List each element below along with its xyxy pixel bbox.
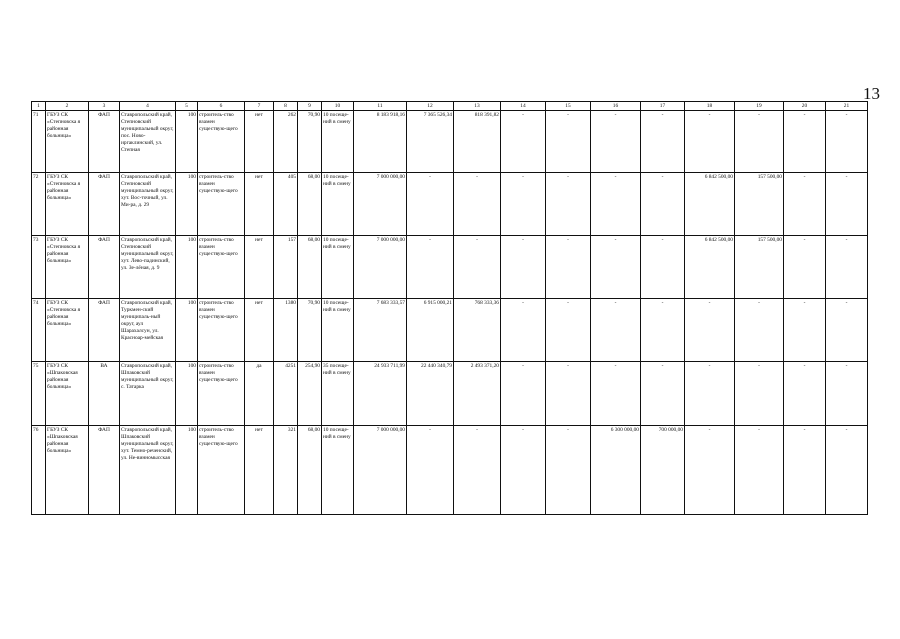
header-cell: 15 bbox=[546, 102, 591, 111]
flag-cell: нет bbox=[245, 426, 274, 515]
percent-cell: 100 bbox=[176, 426, 198, 515]
organization-cell: ГБУЗ СК «Шпаковская районная больница» bbox=[46, 426, 89, 515]
population-cell: 157 bbox=[274, 236, 298, 299]
cost-cell: - bbox=[826, 426, 868, 515]
regional-funds-cell: - bbox=[454, 426, 501, 515]
area-cell: 70,90 bbox=[298, 111, 322, 173]
percent-cell: 100 bbox=[176, 173, 198, 236]
cost-cell: - bbox=[641, 173, 685, 236]
population-cell: 1380 bbox=[274, 299, 298, 362]
work-type-cell: строитель-ство взамен существую-щего bbox=[198, 299, 245, 362]
cost-cell: - bbox=[591, 111, 641, 173]
cost-cell: - bbox=[501, 426, 546, 515]
table-row bbox=[32, 111, 868, 173]
address-cell: Ставропольский край, Степновский муниципальный округ, пос. Ново-иргаклинский, ул. Степная bbox=[120, 111, 176, 173]
area-cell: 68,00 bbox=[298, 236, 322, 299]
facility-type-cell: ФАП bbox=[89, 111, 120, 173]
facility-type-cell: ВА bbox=[89, 362, 120, 426]
header-cell: 17 bbox=[641, 102, 685, 111]
header-cell: 9 bbox=[298, 102, 322, 111]
row-number-cell: 71 bbox=[32, 111, 46, 173]
federal-funds-cell: 22 440 340,79 bbox=[407, 362, 454, 426]
row-number-cell: 76 bbox=[32, 426, 46, 515]
total-cost-cell: 7 000 000,00 bbox=[354, 173, 407, 236]
cost-cell: - bbox=[784, 299, 826, 362]
header-cell: 12 bbox=[407, 102, 454, 111]
header-cell: 13 bbox=[454, 102, 501, 111]
cost-cell: - bbox=[735, 111, 784, 173]
cost-cell: - bbox=[546, 236, 591, 299]
area-cell: 70,90 bbox=[298, 299, 322, 362]
cost-cell: - bbox=[735, 299, 784, 362]
population-cell: 321 bbox=[274, 426, 298, 515]
total-cost-cell: 7 000 000,00 bbox=[354, 426, 407, 515]
area-cell: 68,00 bbox=[298, 173, 322, 236]
federal-funds-cell: - bbox=[407, 173, 454, 236]
area-cell: 68,00 bbox=[298, 426, 322, 515]
table-row bbox=[32, 299, 868, 362]
header-cell: 19 bbox=[735, 102, 784, 111]
flag-cell: нет bbox=[245, 236, 274, 299]
cost-cell: - bbox=[641, 236, 685, 299]
header-cell: 21 bbox=[826, 102, 868, 111]
cost-cell: - bbox=[784, 236, 826, 299]
cost-cell: - bbox=[591, 299, 641, 362]
organization-cell: ГБУЗ СК «Степновска я районная больница» bbox=[46, 111, 89, 173]
work-type-cell: строитель-ство взамен существую-щего bbox=[198, 236, 245, 299]
page-number: 13 bbox=[863, 84, 880, 103]
table-row bbox=[32, 173, 868, 236]
cost-cell: - bbox=[501, 299, 546, 362]
header-cell: 10 bbox=[322, 102, 354, 111]
address-cell: Ставропольский край, Степновский муниципальный округ, хут. Вос-точный, ул. Ми-ра, д. 29 bbox=[120, 173, 176, 236]
capacity-cell: 10 посеще-ний в смену bbox=[322, 299, 354, 362]
cost-cell: - bbox=[591, 173, 641, 236]
work-type-cell: строитель-ство взамен существую-щего bbox=[198, 111, 245, 173]
cost-cell: - bbox=[501, 362, 546, 426]
organization-cell: ГБУЗ СК «Степновска я районная больница» bbox=[46, 173, 89, 236]
total-cost-cell: 7 000 000,00 bbox=[354, 236, 407, 299]
organization-cell: ГБУЗ СК «Степновска я районная больница» bbox=[46, 236, 89, 299]
cost-cell: - bbox=[591, 236, 641, 299]
regional-funds-cell: 818 391,82 bbox=[454, 111, 501, 173]
cost-cell: 6 300 000,00 bbox=[591, 426, 641, 515]
header-cell: 6 bbox=[198, 102, 245, 111]
flag-cell: нет bbox=[245, 173, 274, 236]
cost-cell: - bbox=[591, 362, 641, 426]
organization-cell: ГБУЗ СК «Шпаковская районная больница» bbox=[46, 362, 89, 426]
cost-cell: - bbox=[641, 362, 685, 426]
cost-cell: - bbox=[501, 173, 546, 236]
header-cell: 14 bbox=[501, 102, 546, 111]
address-cell: Ставропольский край, Туркмен-ский муниципаль-ный округ, аул Шарахалсун, ул. Красноар-мейская bbox=[120, 299, 176, 362]
cost-cell: 157 500,00 bbox=[735, 173, 784, 236]
cost-cell: - bbox=[501, 111, 546, 173]
cost-cell: - bbox=[546, 173, 591, 236]
row-number-cell: 73 bbox=[32, 236, 46, 299]
cost-cell: - bbox=[784, 426, 826, 515]
cost-cell: - bbox=[685, 362, 735, 426]
cost-cell: - bbox=[546, 111, 591, 173]
row-number-cell: 74 bbox=[32, 299, 46, 362]
flag-cell: нет bbox=[245, 111, 274, 173]
capacity-cell: 10 посеще-ний в смену bbox=[322, 111, 354, 173]
total-cost-cell: 7 683 333,57 bbox=[354, 299, 407, 362]
cost-cell: - bbox=[735, 426, 784, 515]
flag-cell: да bbox=[245, 362, 274, 426]
federal-funds-cell: 6 915 000,21 bbox=[407, 299, 454, 362]
address-cell: Ставропольский край, Шпаковский муниципальный округ, хут. Темно-реченский, ул. Не-винномысская bbox=[120, 426, 176, 515]
cost-cell: - bbox=[685, 426, 735, 515]
header-cell: 3 bbox=[89, 102, 120, 111]
header-cell: 2 bbox=[46, 102, 89, 111]
header-row bbox=[32, 102, 868, 111]
population-cell: 4251 bbox=[274, 362, 298, 426]
work-type-cell: строитель-ство взамен существую-щего bbox=[198, 173, 245, 236]
facility-type-cell: ФАП bbox=[89, 236, 120, 299]
table-row bbox=[32, 362, 868, 426]
header-cell: 1 bbox=[32, 102, 46, 111]
federal-funds-cell: - bbox=[407, 426, 454, 515]
organization-cell: ГБУЗ СК «Степновска я районная больница» bbox=[46, 299, 89, 362]
cost-cell: - bbox=[826, 111, 868, 173]
row-number-cell: 75 bbox=[32, 362, 46, 426]
facility-type-cell: ФАП bbox=[89, 173, 120, 236]
cost-cell: - bbox=[826, 299, 868, 362]
facility-type-cell: ФАП bbox=[89, 299, 120, 362]
header-cell: 5 bbox=[176, 102, 198, 111]
cost-cell: - bbox=[546, 299, 591, 362]
table-row bbox=[32, 236, 868, 299]
percent-cell: 100 bbox=[176, 299, 198, 362]
percent-cell: 100 bbox=[176, 111, 198, 173]
regional-funds-cell: - bbox=[454, 236, 501, 299]
capacity-cell: 10 посеще-ний в смену bbox=[322, 236, 354, 299]
work-type-cell: строитель-ство взамен существую-щего bbox=[198, 362, 245, 426]
percent-cell: 100 bbox=[176, 236, 198, 299]
flag-cell: нет bbox=[245, 299, 274, 362]
cost-cell: - bbox=[826, 362, 868, 426]
regional-funds-cell: 2 493 371,20 bbox=[454, 362, 501, 426]
percent-cell: 100 bbox=[176, 362, 198, 426]
header-cell: 7 bbox=[245, 102, 274, 111]
capacity-cell: 35 посеще-ний в смену bbox=[322, 362, 354, 426]
table-row bbox=[32, 426, 868, 515]
address-cell: Ставропольский край, Степновский муниципальный округ, хут. Лево-падинский, ул. Зе-лёная, д. 9 bbox=[120, 236, 176, 299]
regional-funds-cell: 768 333,36 bbox=[454, 299, 501, 362]
population-cell: 262 bbox=[274, 111, 298, 173]
cost-cell: - bbox=[641, 111, 685, 173]
cost-cell: - bbox=[546, 426, 591, 515]
population-cell: 405 bbox=[274, 173, 298, 236]
cost-cell: - bbox=[501, 236, 546, 299]
area-cell: 254,90 bbox=[298, 362, 322, 426]
header-cell: 4 bbox=[120, 102, 176, 111]
cost-cell: - bbox=[784, 362, 826, 426]
header-cell: 20 bbox=[784, 102, 826, 111]
cost-cell: 700 000,00 bbox=[641, 426, 685, 515]
cost-cell: - bbox=[685, 111, 735, 173]
cost-cell: - bbox=[546, 362, 591, 426]
capacity-cell: 10 посеще-ний в смену bbox=[322, 173, 354, 236]
row-number-cell: 72 bbox=[32, 173, 46, 236]
cost-cell: - bbox=[826, 173, 868, 236]
cost-cell: - bbox=[641, 299, 685, 362]
document-table bbox=[31, 101, 868, 515]
cost-cell: 6 842 500,00 bbox=[685, 236, 735, 299]
total-cost-cell: 8 183 918,16 bbox=[354, 111, 407, 173]
cost-cell: 6 842 500,00 bbox=[685, 173, 735, 236]
capacity-cell: 10 посеще-ний в смену bbox=[322, 426, 354, 515]
cost-cell: 157 500,00 bbox=[735, 236, 784, 299]
regional-funds-cell: - bbox=[454, 173, 501, 236]
total-cost-cell: 24 933 711,99 bbox=[354, 362, 407, 426]
cost-cell: - bbox=[826, 236, 868, 299]
cost-cell: - bbox=[784, 111, 826, 173]
header-cell: 11 bbox=[354, 102, 407, 111]
cost-cell: - bbox=[784, 173, 826, 236]
federal-funds-cell: - bbox=[407, 236, 454, 299]
header-cell: 16 bbox=[591, 102, 641, 111]
header-cell: 8 bbox=[274, 102, 298, 111]
cost-cell: - bbox=[685, 299, 735, 362]
facility-type-cell: ФАП bbox=[89, 426, 120, 515]
federal-funds-cell: 7 365 526,34 bbox=[407, 111, 454, 173]
cost-cell: - bbox=[735, 362, 784, 426]
work-type-cell: строитель-ство взамен существую-щего bbox=[198, 426, 245, 515]
address-cell: Ставропольский край, Шпаковский муниципальный округ, с. Татарка bbox=[120, 362, 176, 426]
header-cell: 18 bbox=[685, 102, 735, 111]
